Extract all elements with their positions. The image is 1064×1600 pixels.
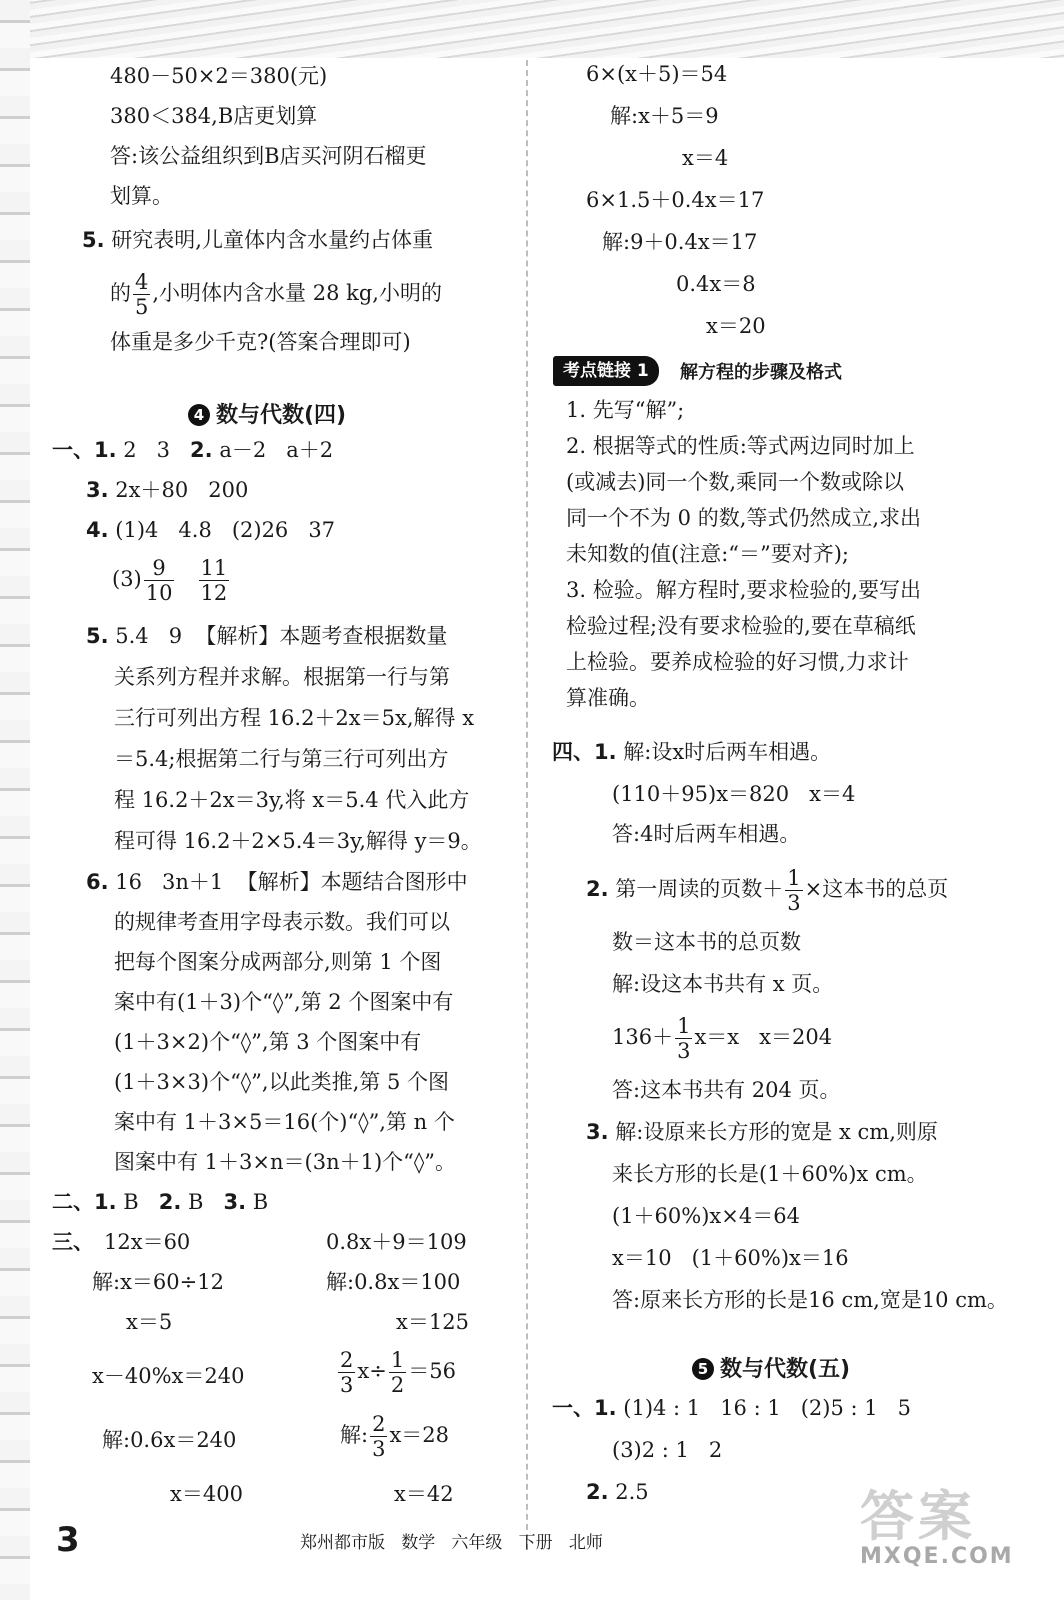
section-heading-5 <box>692 1352 850 1383</box>
answer-line-with-fraction <box>612 1014 832 1063</box>
item-label: 5. <box>86 624 109 648</box>
equation-text: 136＋ <box>612 1025 674 1050</box>
equation-with-fractions <box>340 1412 449 1461</box>
denominator: 3 <box>787 891 801 916</box>
answer-row-er <box>52 1190 268 1215</box>
item-label: 3. <box>586 1120 609 1144</box>
denominator: 3 <box>677 1039 691 1064</box>
analysis-line: 图案中有 1＋3×n＝(3n＋1)个“◊”。 <box>114 1150 456 1174</box>
key-point-line: 1. 先写“解”; <box>566 398 685 422</box>
answer-line: (3)2 : 1 2 <box>612 1438 723 1462</box>
item-label: 四、1. <box>552 740 617 764</box>
numerator: 2 <box>340 1348 354 1372</box>
key-point-title: 解方程的步骤及格式 <box>680 362 842 383</box>
fraction <box>144 556 175 605</box>
fraction <box>675 1014 692 1063</box>
question-text: 的 <box>110 281 131 306</box>
answer-line: 480－50×2＝380(元) <box>110 64 328 88</box>
column-divider <box>526 60 528 1550</box>
item-label: 2. <box>158 1190 182 1214</box>
answer-line: 答:4时后两车相遇。 <box>612 822 801 846</box>
question-text: 研究表明,儿童体内含水量约占体重 <box>111 228 433 252</box>
equation: 0.8x＋9＝109 <box>326 1230 467 1254</box>
numerator: 2 <box>372 1412 386 1436</box>
watermark <box>860 1485 1014 1569</box>
analysis-line: 程可得 16.2＋2×5.4＝3y,解得 y＝9。 <box>114 829 482 853</box>
answer-text: 5.4 9 【解析】本题考查根据数量 <box>108 624 448 648</box>
key-point-line: 2. 根据等式的性质:等式两边同时加上 <box>566 434 915 458</box>
section-number-badge: 5 <box>692 1358 714 1380</box>
fraction <box>785 866 802 915</box>
answer-text: (1)4 : 1 16 : 1 (2)5 : 1 5 <box>616 1396 912 1420</box>
item-label: 2. <box>586 1480 609 1504</box>
equation: x＝20 <box>706 314 766 338</box>
fraction <box>199 556 230 605</box>
fraction <box>389 1348 406 1397</box>
equation-text: x＝x x＝204 <box>694 1025 833 1050</box>
numerator: 4 <box>135 270 149 294</box>
answer-line: 解:设这本书共有 x 页。 <box>612 972 834 996</box>
answer-line: 数＝这本书的总页数 <box>612 930 801 954</box>
watermark-url: MXQE.COM <box>860 1544 1014 1569</box>
answer-text: B <box>181 1190 224 1214</box>
denominator: 3 <box>340 1373 354 1398</box>
question-number: 5. <box>82 228 105 252</box>
item-label: 一、1. <box>552 1396 617 1420</box>
left-edge-decoration <box>0 0 30 1600</box>
answer-text: B <box>116 1190 159 1214</box>
analysis-line: (1＋3×2)个“◊”,第 3 个图案中有 <box>114 1030 422 1054</box>
equation: x＝400 <box>170 1482 243 1506</box>
equation-text: ＝56 <box>408 1359 456 1384</box>
equation: 6×(x＋5)＝54 <box>586 62 728 86</box>
answer-text: (3) <box>112 567 142 592</box>
answer-text: 2 3 <box>116 438 191 462</box>
key-point-line: 上检验。要养成检验的好习惯,力求计 <box>566 650 909 674</box>
answer-text: 第一周读的页数＋ <box>608 877 784 902</box>
answer-row-w2 <box>586 1480 649 1505</box>
answer-text: 解:设原来长方形的宽是 x cm,则原 <box>608 1120 938 1144</box>
numerator: 1 <box>787 866 801 890</box>
equation: 解:0.8x＝100 <box>326 1270 461 1294</box>
answer-line: (110＋95)x＝820 x＝4 <box>612 782 856 806</box>
item-label: 6. <box>86 870 109 894</box>
item-label: 二、1. <box>52 1190 117 1214</box>
answer-line: (1＋60%)x×4＝64 <box>612 1204 800 1228</box>
numerator: 1 <box>390 1348 405 1372</box>
item-label: 4. <box>86 518 109 542</box>
analysis-line: 案中有 1＋3×5＝16(个)“◊”,第 n 个 <box>114 1110 455 1134</box>
section-number-badge: 4 <box>188 404 210 426</box>
answer-text: a－2 a＋2 <box>212 438 334 462</box>
denominator: 5 <box>135 295 149 320</box>
equation: 6×1.5＋0.4x＝17 <box>586 188 765 212</box>
question-5-line2 <box>110 270 442 319</box>
answer-line: 划算。 <box>110 184 173 208</box>
page-number: 3 <box>56 1520 80 1560</box>
denominator: 3 <box>372 1437 386 1462</box>
answer-text: (1)4 4.8 (2)26 37 <box>108 518 336 542</box>
answer-line: 答:这本书共有 204 页。 <box>612 1078 841 1102</box>
key-point-badge: 考点链接 1 <box>553 356 659 386</box>
item-label: 2. <box>190 438 213 462</box>
equation: 解:x＋5＝9 <box>610 104 719 128</box>
equation: x＝125 <box>396 1310 469 1334</box>
analysis-line: 的规律考查用字母表示数。我们可以 <box>114 910 450 934</box>
analysis-line: (1＋3×3)个“◊”,以此类推,第 5 个图 <box>114 1070 449 1094</box>
answer-row-1 <box>52 438 333 463</box>
answer-row-4-part3 <box>112 556 231 605</box>
numerator: 11 <box>200 556 228 580</box>
equation: 解:0.6x＝240 <box>102 1428 237 1452</box>
answer-text: B <box>246 1190 269 1214</box>
analysis-line: 把每个图案分成两部分,则第 1 个图 <box>114 950 442 974</box>
answer-text: 2.5 <box>608 1480 649 1504</box>
equation-text: x÷ <box>357 1359 387 1384</box>
watermark-logo: 答案 <box>860 1485 976 1548</box>
item-label: 2. <box>586 877 609 902</box>
answer-row-w1 <box>552 1396 911 1421</box>
answer-text: ×这本书的总页 <box>804 877 949 902</box>
answer-line: 来长方形的长是(1＋60%)x cm。 <box>612 1162 928 1186</box>
item-label: 3. <box>86 478 109 502</box>
key-point-line: 算准确。 <box>566 686 650 710</box>
answer-line: 答:原来长方形的长是16 cm,宽是10 cm。 <box>612 1288 1008 1312</box>
analysis-line: ＝5.4;根据第二行与第三行可列出方 <box>114 747 449 771</box>
key-point-line: 3. 检验。解方程时,要求检验的,要写出 <box>566 578 922 602</box>
answer-row-3 <box>86 478 248 503</box>
equation: 0.4x＝8 <box>676 272 756 296</box>
problem-3 <box>586 1120 938 1145</box>
analysis-line: 三行可列出方程 16.2＋2x＝5x,解得 x <box>114 706 475 730</box>
answer-row-6 <box>86 870 468 895</box>
analysis-line: 案中有(1＋3)个“◊”,第 2 个图案中有 <box>114 990 454 1014</box>
key-point-line: 检验过程;没有要求检验的,要在草稿纸 <box>566 614 916 638</box>
answer-line: 380＜384,B店更划算 <box>110 104 318 128</box>
answer-line: x＝10 (1＋60%)x＝16 <box>612 1246 849 1270</box>
equation: x＝5 <box>126 1310 173 1334</box>
equation: x＝4 <box>682 146 729 170</box>
problem-2 <box>586 866 948 915</box>
analysis-line: 程 16.2＋2x＝3y,将 x＝5.4 代入此方 <box>114 788 470 812</box>
fraction <box>370 1412 387 1461</box>
equation: x＝42 <box>394 1482 454 1506</box>
equation-with-fractions <box>336 1348 456 1397</box>
equation-text: 解: <box>340 1423 369 1448</box>
section-title: 数与代数(五) <box>720 1357 851 1382</box>
footer-text: 郑州都市版 数学 六年级 下册 北师 <box>300 1533 603 1553</box>
fraction <box>133 270 150 319</box>
numerator: 9 <box>144 556 175 581</box>
equation: 12x＝60 <box>104 1230 191 1254</box>
section-heading-4 <box>188 398 346 429</box>
denominator: 2 <box>390 1373 405 1398</box>
answer-text: 解:设x时后两车相遇。 <box>616 740 832 764</box>
item-label: 三、 <box>52 1230 94 1254</box>
question-text: ,小明体内含水量 28 kg,小明的 <box>152 281 442 306</box>
equation-text: x＝28 <box>389 1423 450 1448</box>
fraction <box>338 1348 355 1397</box>
key-point-line: 同一个不为 0 的数,等式仍然成立,求出 <box>566 506 922 530</box>
numerator: 1 <box>677 1014 691 1038</box>
answer-text: 16 3n＋1 【解析】本题结合图形中 <box>108 870 468 894</box>
answer-row-4 <box>86 518 335 543</box>
key-point-line: (或减去)同一个数,乘同一个数或除以 <box>566 470 905 494</box>
answer-row-5 <box>86 624 447 649</box>
problem-1 <box>552 740 831 765</box>
analysis-line: 关系列方程并求解。根据第一行与第 <box>114 665 450 689</box>
top-border-decoration <box>0 0 1064 58</box>
equation: x－40%x＝240 <box>92 1364 245 1388</box>
equation: 解:9＋0.4x＝17 <box>602 230 758 254</box>
equation: 解:x＝60÷12 <box>92 1270 224 1294</box>
section-title: 数与代数(四) <box>216 403 347 428</box>
item-label: 一、1. <box>52 438 117 462</box>
key-point-line: 未知数的值(注意:“＝”要对齐); <box>566 542 850 566</box>
question-5-line3: 体重是多少千克?(答案合理即可) <box>110 330 411 354</box>
denominator: 10 <box>145 581 173 606</box>
answer-text: 2x＋80 200 <box>108 478 249 502</box>
item-label: 3. <box>223 1190 247 1214</box>
denominator: 12 <box>200 581 228 606</box>
answer-line: 答:该公益组织到B店买河阴石榴更 <box>110 144 427 168</box>
question-5 <box>82 228 433 253</box>
